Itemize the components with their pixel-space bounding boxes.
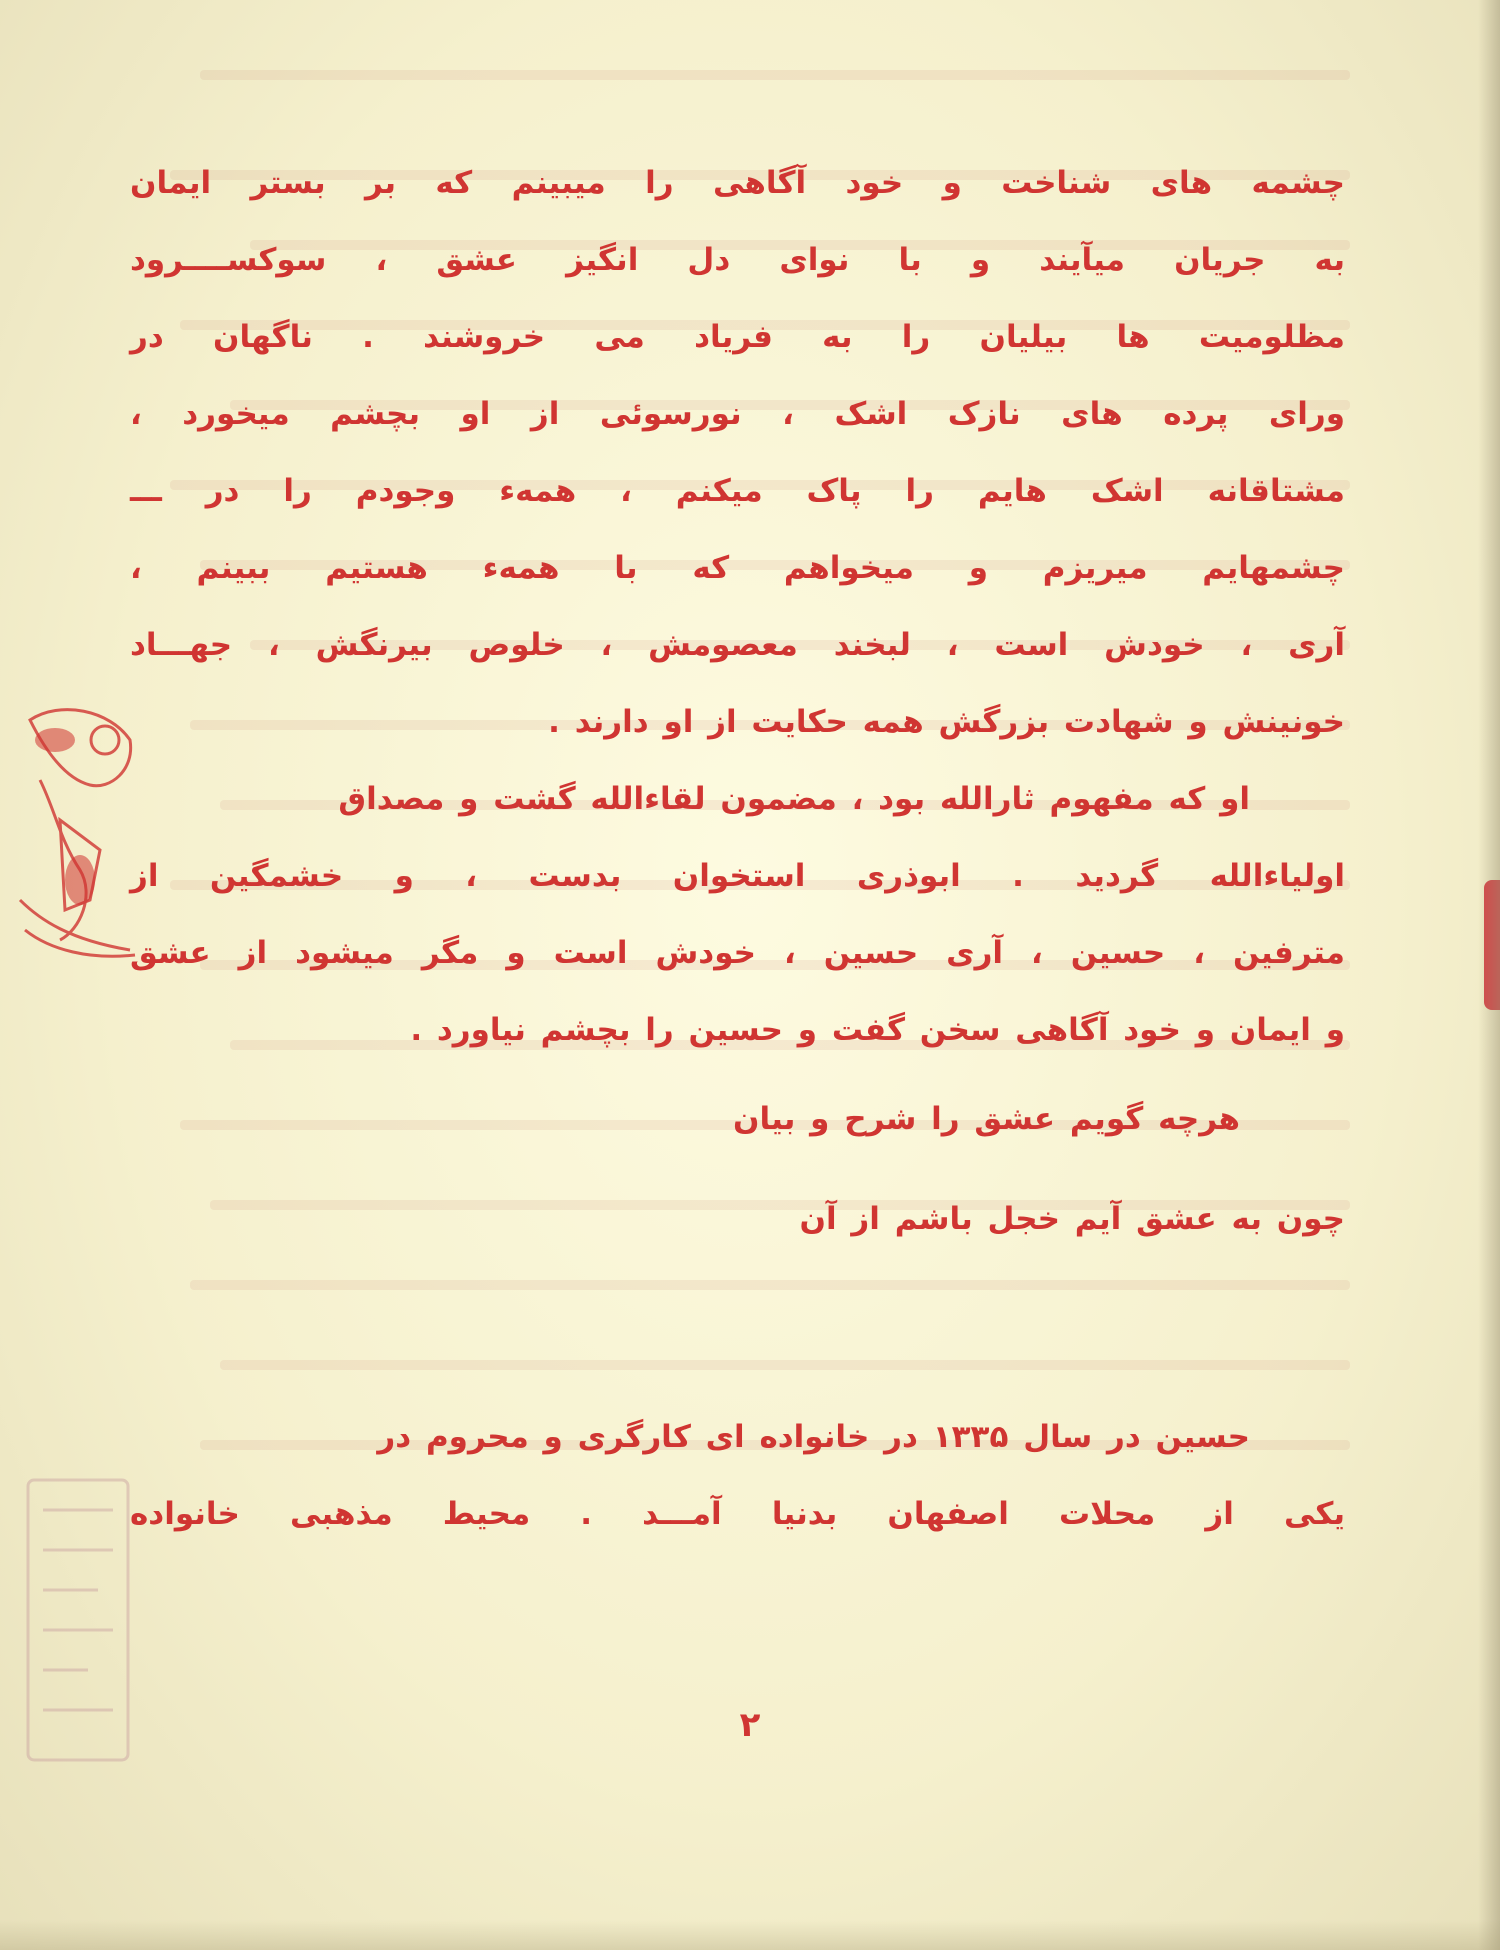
text-line: او که مفهوم ثارالله بود ، مضمون لقاءالله گشت و مصداق [338,781,1250,817]
text-line: مظلومیت ها بیلیان را به فریاد می خروشند . ناگهان در [130,319,1345,355]
text-line: ورای پرده های نازک اشک ، نورسوئی از او بچشم میخورد ، [130,396,1345,432]
verse-line-1: هرچه گویم عشق را شرح و بیان [733,1101,1240,1137]
paper-right-edge [1478,0,1500,1950]
paragraph-gap [130,1269,1345,1399]
bio-line: یکی از محلات اصفهان بدنیا آمـــد . محیط مذهبی خانواده [130,1496,1345,1532]
text-line: آری ، خودش است ، لبخند معصومش ، خلوص بیرنگش ، جهـــاد [130,627,1345,663]
text-line: چشمهایم میریزم و میخواهم که با همهء هستیم ببینم ، [130,550,1345,586]
text-line: خونینش و شهادت بزرگش همه حکایت از او دارند . [548,704,1345,740]
text-line: اولیاءالله گردید . ابوذری استخوان بدست ، و خشمگین از [130,858,1345,894]
text-line: به جریان میآیند و با نوای دل انگیز عشق ، سوکســــرود [130,242,1345,278]
text-line: چشمه های شناخت و خود آگاهی را میبینم که بر بستر ایمان [130,165,1345,201]
verse-line-2: چون به عشق آیم خجل باشم از آن [799,1201,1345,1237]
paper-bottom-edge [0,1920,1500,1950]
bio-line: حسین در سال ۱۳۳۵ در خانواده ای کارگری و محروم در [377,1419,1250,1455]
text-line: و ایمان و خود آگاهی سخن گفت و حسین را بچشم نیاورد . [410,1012,1345,1048]
page-number: ۲ [739,1705,761,1745]
text-line: مشتاقانه اشک هایم را پاک میکنم ، همهء وجودم را در ـــ [130,473,1345,509]
text-line: مترفین ، حسین ، آری حسین ، خودش است و مگر میشود از عشق [130,935,1345,971]
decorative-stamp-figure [10,700,140,1000]
main-text [130,145,1345,1553]
